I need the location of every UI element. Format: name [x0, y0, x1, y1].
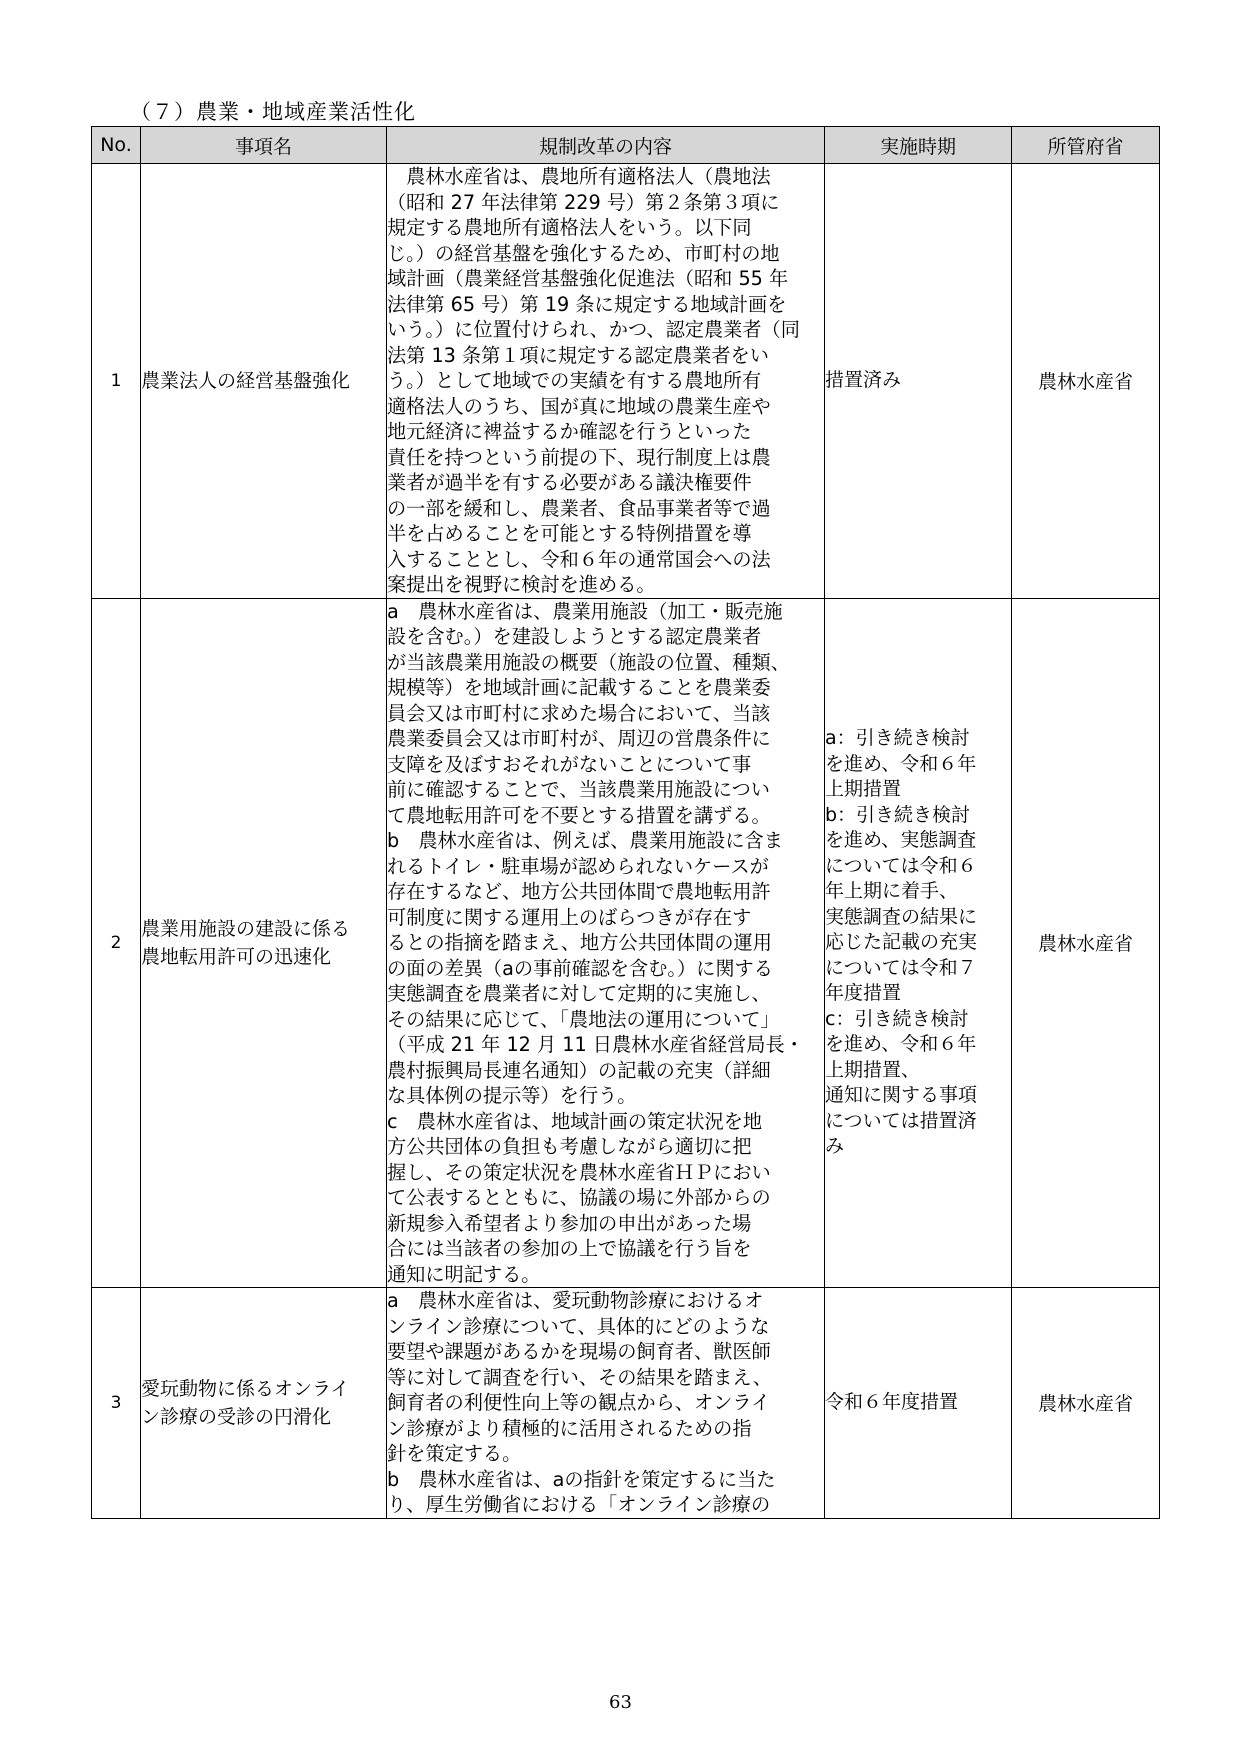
implementation-timing-line: 年度措置: [825, 982, 902, 1004]
item-name-line: 農業法人の経営基盤強化: [141, 369, 351, 392]
reform-content: [387, 1288, 825, 1519]
implementation-timing-line: 上期措置、: [825, 1058, 921, 1081]
reform-content-line: 責任を持つという前提の下、現行制度上は農: [387, 445, 771, 469]
implementation-timing: [825, 1288, 1012, 1519]
reform-content-line: 半を占めることを可能とする特例措置を導: [387, 522, 752, 545]
reform-content-line: 可制度に関する運用上のばらつきが存在す: [387, 905, 752, 929]
reform-content-line: 規模等）を地域計画に記載することを農業委: [387, 676, 771, 699]
reform-content-line: じ。）の経営基盤を強化するため、市町村の地: [387, 241, 780, 265]
reform-content-line: 新規参入希望者より参加の申出があった場: [387, 1211, 752, 1235]
implementation-timing-line: については令和７: [825, 956, 977, 979]
reform-content-line: a 農林水産省は、農業用施設（加工・販売施: [387, 599, 783, 623]
reform-content-line: （昭和 27 年法律第 229 号）第２条第３項に: [387, 190, 780, 214]
responsible-ministry: 農林水産省: [1012, 164, 1160, 599]
reform-content-line: う。）として地域での実績を有する農地所有: [387, 369, 762, 392]
item-name: [141, 164, 387, 599]
reform-content-line: 実態調査を農業者に対して定期的に実施し、: [387, 982, 771, 1005]
implementation-timing-line: については令和６: [825, 854, 977, 877]
reform-content-line: 設を含む。）を建設しようとする認定農業者: [387, 625, 762, 648]
table-body: [92, 164, 1160, 1519]
responsible-ministry: 農林水産省: [1012, 598, 1160, 1288]
implementation-timing-line: を進め、令和６年: [825, 752, 977, 775]
row-number: 3: [92, 1288, 141, 1519]
implementation-timing-line: 措置済み: [825, 369, 902, 391]
implementation-timing-line: a：引き続き検討: [825, 727, 970, 749]
reform-content-line: いう。）に位置付けられ、かつ、認定農業者（同: [387, 318, 800, 341]
implementation-timing-line: 応じた記載の充実: [825, 931, 978, 953]
item-name-line: 愛玩動物に係るオンライ: [141, 1377, 350, 1400]
reform-content-line: 法律第 65 号）第 19 条に規定する地域計画を: [387, 292, 787, 316]
reform-content: [387, 164, 825, 599]
reform-content-line: て農地転用許可を不要とする措置を講ずる。: [387, 803, 771, 827]
reform-content-line: れるトイレ・駐車場が認められないケースが: [387, 854, 769, 878]
implementation-timing: [825, 598, 1012, 1288]
implementation-timing-line: c：引き続き検討: [825, 1007, 969, 1030]
item-name-line: 農業用施設の建設に係る: [141, 917, 351, 940]
reform-content-line: 地元経済に裨益するか確認を行うといった: [387, 420, 752, 443]
implementation-timing-line: 年上期に着手、: [825, 880, 959, 902]
header-ministry: 所管府省: [1012, 127, 1160, 164]
reform-content-line: ンライン診療について、具体的にどのような: [387, 1314, 770, 1338]
implementation-timing-line: については措置済: [825, 1109, 977, 1132]
reform-content-line: 案提出を視野に検討を進める。: [387, 573, 656, 596]
item-name-line: ン診療の受診の円滑化: [141, 1405, 332, 1428]
reform-content-line: 合には当該者の参加の上で協議を行う旨を: [387, 1237, 752, 1260]
reform-content-line: るとの指摘を踏まえ、地方公共団体間の運用: [387, 931, 772, 954]
implementation-timing-line: 令和６年度措置: [825, 1391, 959, 1413]
reform-content-line: 等に対して調査を行い、その結果を踏まえ、: [387, 1365, 772, 1389]
reform-content-line: 存在するなど、地方公共団体間で農地転用許: [387, 880, 771, 903]
implementation-timing-line: 通知に関する事項: [825, 1084, 978, 1106]
reform-content-line: 通知に明記する。: [387, 1262, 541, 1286]
item-name: [141, 1288, 387, 1519]
implementation-timing-line: を進め、実態調査: [825, 829, 977, 851]
implementation-timing-line: 上期措置: [825, 778, 902, 800]
reform-content-line: 針を策定する。: [387, 1442, 522, 1465]
page-number: 63: [609, 1692, 632, 1713]
reform-content-line: て公表するとともに、協議の場に外部からの: [387, 1186, 771, 1209]
reform-content-line: 業者が過半を有する必要がある議決権要件: [387, 471, 752, 494]
item-name-line: 農地転用許可の迅速化: [141, 945, 332, 968]
header-timing: 実施時期: [825, 127, 1012, 164]
item-name: [141, 598, 387, 1288]
reform-content-line: 前に確認することで、当該農業用施設につい: [387, 778, 770, 801]
reform-content-line: 要望や課題があるかを現場の飼育者、獣医師: [387, 1340, 771, 1363]
regulation-table: [91, 126, 1160, 1519]
row-number: 1: [92, 164, 141, 599]
implementation-timing-line: み: [825, 1135, 845, 1157]
reform-content-line: 規定する農地所有適格法人をいう。以下同: [387, 216, 752, 239]
reform-content-line: 農林水産省は、農地所有適格法人（農地法: [387, 165, 771, 188]
section-title: （７）農業・地域産業活性化: [130, 100, 416, 124]
reform-content-line: 飼育者の利便性向上等の観点から、オンライ: [387, 1391, 771, 1414]
reform-content-line: り、厚生労働省における「オンライン診療の: [387, 1493, 771, 1516]
reform-content-line: 農村振興局長連名通知）の記載の充実（詳細: [387, 1058, 771, 1082]
reform-content-line: 法第 13 条第１項に規定する認定農業者をい: [387, 343, 769, 367]
table-row: [92, 164, 1160, 599]
reform-content-line: の面の差異（aの事前確認を含む。）に関する: [387, 956, 773, 980]
reform-content: [387, 598, 825, 1288]
reform-content-line: b 農林水産省は、例えば、農業用施設に含ま: [387, 829, 783, 852]
reform-content-line: 員会又は市町村に求めた場合において、当該: [387, 701, 771, 725]
reform-content-line: が当該農業用施設の概要（施設の位置、種類、: [387, 650, 790, 674]
reform-content-line: な具体例の提示等）を行う。: [387, 1084, 637, 1107]
reform-content-line: c 農林水産省は、地域計画の策定状況を地: [387, 1109, 763, 1133]
reform-content-line: a 農林水産省は、愛玩動物診療におけるオ: [387, 1289, 764, 1312]
row-number: 2: [92, 598, 141, 1288]
table-header-row: [92, 127, 1160, 164]
table-row: [92, 1288, 1160, 1519]
reform-content-line: 支障を及ぼすおそれがないことについて事: [387, 752, 752, 776]
implementation-timing-line: b：引き続き検討: [825, 803, 971, 826]
reform-content-line: （平成 21 年 12 月 11 日農林水産省経営局長・: [387, 1033, 804, 1056]
reform-content-line: 入することとし、令和６年の通常国会への法: [387, 547, 771, 571]
reform-content-line: 農業委員会又は市町村が、周辺の営農条件に: [387, 727, 771, 750]
header-item: 事項名: [141, 127, 387, 164]
responsible-ministry: 農林水産省: [1012, 1288, 1160, 1519]
reform-content-line: ン診療がより積極的に活用されるための指: [387, 1416, 752, 1440]
reform-content-line: 域計画（農業経営基盤強化促進法（昭和 55 年: [387, 267, 789, 290]
implementation-timing-line: を進め、令和６年: [825, 1033, 977, 1055]
implementation-timing: [825, 164, 1012, 599]
reform-content-line: その結果に応じて、「農地法の運用について」: [387, 1007, 780, 1031]
reform-content-line: 方公共団体の負担も考慮しながら適切に把: [387, 1135, 752, 1158]
header-content: 規制改革の内容: [387, 127, 825, 164]
implementation-timing-line: 実態調査の結果に: [825, 905, 978, 928]
table-row: [92, 598, 1160, 1288]
reform-content-line: の一部を緩和し、農業者、食品事業者等で過: [387, 496, 771, 520]
reform-content-line: 握し、その策定状況を農林水産省ＨＰにおい: [387, 1160, 771, 1184]
header-no: No.: [92, 127, 141, 164]
reform-content-line: b 農林水産省は、aの指針を策定するに当た: [387, 1467, 776, 1491]
reform-content-line: 適格法人のうち、国が真に地域の農業生産や: [387, 394, 771, 418]
